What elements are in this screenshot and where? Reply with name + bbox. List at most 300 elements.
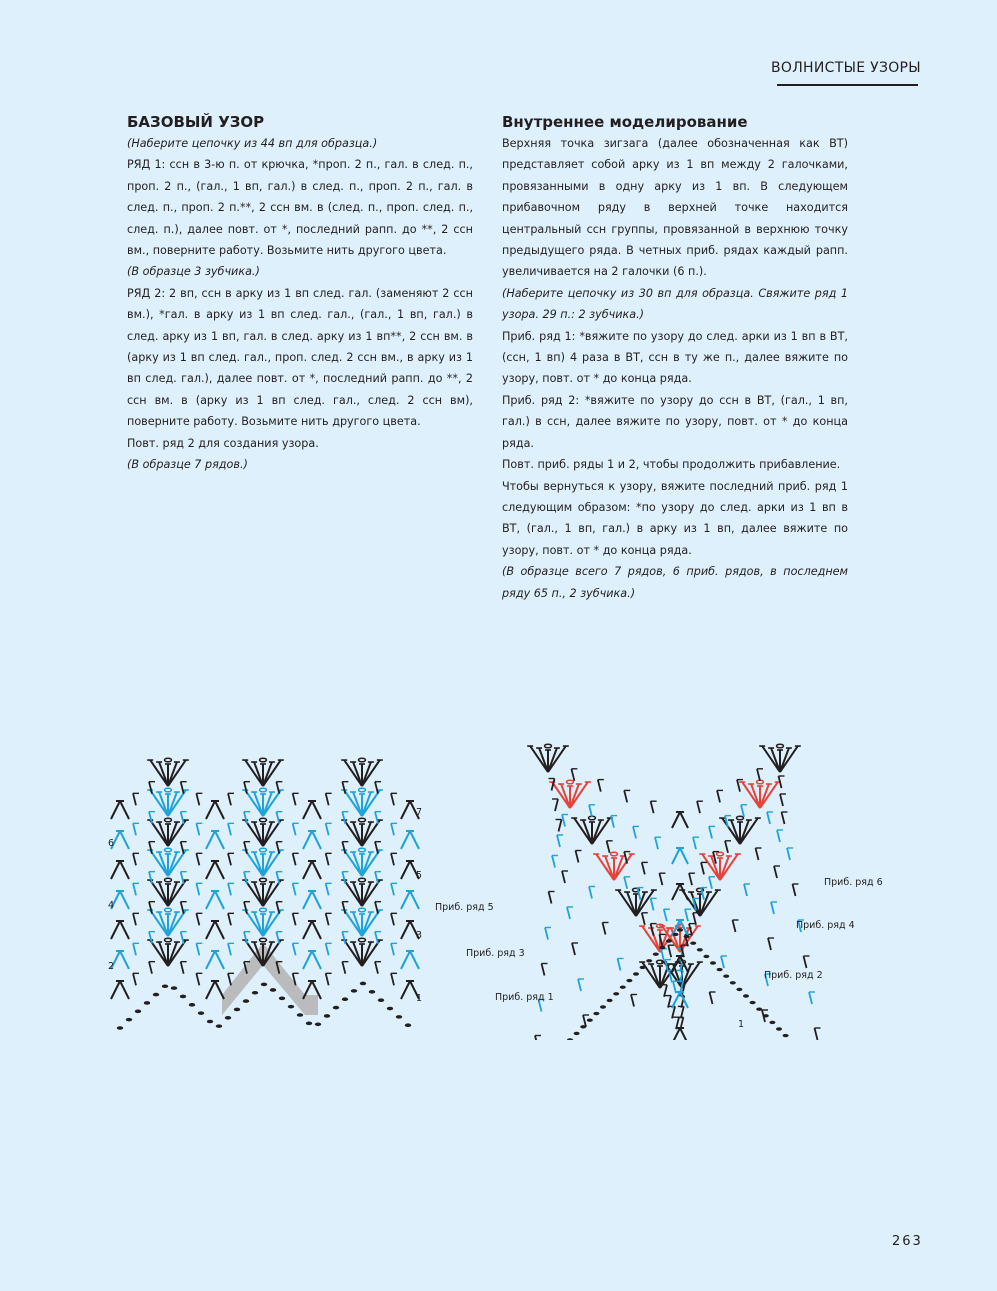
basic-pattern-heading: БАЗОВЫЙ УЗОР bbox=[127, 113, 265, 131]
stitch-line bbox=[774, 866, 777, 878]
instruction-paragraph: РЯД 1: ссн в 3-ю п. от крючка, *проп. 2 п., гал. в след. п., проп. 2 п., (гал., 1 вп, гал.) в след. п., проп. 2 п., гал. в след. п., проп. 2 п.**, 2 ссн вм. в (след. п., проп. след. п., след. п.), далее повт. от *, последний рапп. до **, 2 ссн вм., поверните работу. Возьмите нить другого цвета. bbox=[127, 158, 473, 258]
chain-stitch bbox=[165, 788, 172, 792]
stitch-line bbox=[312, 801, 321, 819]
stitch-line bbox=[181, 782, 184, 794]
stitch-line bbox=[672, 1028, 680, 1040]
stitch-line bbox=[391, 913, 394, 925]
stitch-line bbox=[181, 842, 184, 854]
chain-stitch bbox=[567, 780, 574, 784]
stitch-slope bbox=[542, 923, 609, 976]
stitch-decrease bbox=[303, 891, 321, 909]
chain-stitch bbox=[659, 946, 665, 949]
stitch-line bbox=[768, 938, 771, 950]
stitch-line bbox=[181, 962, 184, 974]
basic-pattern-column bbox=[127, 112, 473, 476]
chain-stitch bbox=[207, 1020, 213, 1024]
stitch-line bbox=[571, 769, 574, 781]
stitch-fan bbox=[739, 780, 781, 808]
chain-stitch bbox=[216, 1024, 222, 1028]
stitch-line bbox=[120, 831, 129, 849]
stitch-line bbox=[410, 951, 419, 969]
chain-stitch bbox=[750, 1001, 756, 1004]
stitch-slope bbox=[326, 872, 349, 896]
stitch-decrease bbox=[303, 801, 321, 819]
stitch-slope bbox=[228, 812, 250, 836]
stitch-fan bbox=[759, 744, 801, 772]
stitch-fan bbox=[615, 888, 657, 916]
stitch-line bbox=[206, 861, 215, 879]
stitch-slope bbox=[228, 782, 250, 806]
stitch-line bbox=[326, 793, 329, 805]
stitch-line bbox=[542, 964, 545, 976]
stitch-line bbox=[326, 823, 329, 835]
stitch-line bbox=[276, 812, 279, 824]
instruction-paragraph: Верхняя точка зигзага (далее обозначенная как ВТ) представляет собой арку из 1 вп между 2 галочками, провязанными в одну арку из 1 вп. В следующем прибавочном ряду в верхней точке находится центральный ссн группы, провязанной в верхнюю точку предыдущего ряда. В четных приб. рядах каждый рапп. увеличивается на 2 галочки (6 п.). bbox=[502, 137, 848, 279]
stitch-line bbox=[672, 848, 680, 864]
row-label: 1 bbox=[416, 993, 423, 1004]
stitch-slope bbox=[326, 962, 349, 986]
stitch-line bbox=[326, 883, 329, 895]
stitch-line bbox=[276, 902, 279, 914]
stitch-line bbox=[557, 835, 560, 847]
stitch-fan bbox=[549, 780, 591, 808]
stitch-line bbox=[618, 959, 621, 971]
stitch-line bbox=[375, 842, 378, 854]
row-label: 3 bbox=[416, 930, 423, 941]
stitch-decrease bbox=[672, 1028, 688, 1040]
stitch-line bbox=[375, 812, 378, 824]
stitch-line bbox=[642, 862, 645, 874]
chain-stitch bbox=[288, 1005, 294, 1009]
stitch-line bbox=[741, 805, 744, 817]
stitch-line bbox=[804, 956, 807, 968]
chain-stitch bbox=[763, 1014, 769, 1017]
stitch-line bbox=[215, 801, 224, 819]
stitch-line bbox=[293, 793, 296, 805]
stitch-line bbox=[756, 848, 759, 860]
stitch-decrease bbox=[111, 981, 129, 999]
chain-stitch bbox=[359, 878, 366, 882]
stitch-slope bbox=[228, 902, 250, 926]
stitch-line bbox=[111, 801, 120, 819]
stitch-line bbox=[697, 801, 700, 813]
stitch-decrease bbox=[206, 951, 224, 969]
stitch-line bbox=[562, 871, 565, 883]
stitch-line bbox=[391, 883, 394, 895]
stitch-line bbox=[391, 973, 394, 985]
stitch-line bbox=[668, 945, 671, 957]
stitch-line bbox=[375, 962, 378, 974]
stitch-decrease bbox=[303, 921, 321, 939]
stitch-line bbox=[181, 812, 184, 824]
stitch-line bbox=[589, 805, 592, 817]
stitch-slope bbox=[276, 872, 298, 896]
internal-shaping-instructions bbox=[502, 133, 848, 604]
stitch-line bbox=[181, 932, 184, 944]
stitch-line bbox=[120, 801, 129, 819]
stitch-slope bbox=[779, 776, 788, 824]
stitch-line bbox=[196, 793, 199, 805]
highlighted-repeat bbox=[222, 943, 318, 1015]
stitch-line bbox=[196, 883, 199, 895]
stitch-line bbox=[375, 782, 378, 794]
stitch-slope bbox=[767, 812, 793, 860]
row-label: 6 bbox=[108, 838, 115, 849]
stitch-slope bbox=[276, 842, 298, 866]
chain-stitch bbox=[144, 1001, 150, 1005]
chain-stitch bbox=[342, 997, 348, 1001]
increase-row-label: Приб. ряд 1 bbox=[495, 992, 554, 1003]
stitch-line bbox=[215, 981, 224, 999]
stitch-line bbox=[342, 812, 345, 824]
stitch-line bbox=[293, 853, 296, 865]
stitch-decrease bbox=[206, 891, 224, 909]
stitch-line bbox=[120, 981, 129, 999]
chain-stitch bbox=[359, 758, 366, 762]
stitch-line bbox=[196, 943, 199, 955]
stitch-line bbox=[303, 891, 312, 909]
stitch-line bbox=[196, 853, 199, 865]
stitch-line bbox=[133, 823, 136, 835]
chain-stitch bbox=[153, 993, 159, 997]
chain-stitch bbox=[165, 908, 172, 912]
chain-stitch bbox=[126, 1018, 132, 1022]
stitch-line bbox=[215, 921, 224, 939]
chain-stitch bbox=[260, 758, 267, 762]
stitch-line bbox=[793, 884, 796, 896]
chain-stitch bbox=[225, 1016, 231, 1020]
stitch-line bbox=[693, 837, 696, 849]
chain-stitch bbox=[260, 938, 267, 942]
stitch-line bbox=[133, 793, 136, 805]
stitch-line bbox=[303, 831, 312, 849]
stitch-line bbox=[401, 861, 410, 879]
stitch-slope bbox=[375, 932, 397, 956]
stitch-decrease bbox=[111, 861, 129, 879]
stitch-line bbox=[133, 913, 136, 925]
stitch-line bbox=[567, 907, 570, 919]
stitch-line bbox=[685, 909, 688, 921]
row-label: 7 bbox=[416, 807, 423, 818]
stitch-line bbox=[228, 793, 231, 805]
note-paragraph: (Наберите цепочку из 30 вп для образца. Свяжите ряд 1 узора. 29 п.: 2 зубчика.) bbox=[502, 286, 848, 322]
stitch-line bbox=[410, 831, 419, 849]
stitch-line bbox=[401, 891, 410, 909]
stitch-line bbox=[767, 812, 770, 824]
stitch-line bbox=[559, 820, 562, 832]
chain-stitch bbox=[315, 1022, 321, 1026]
chain-stitch bbox=[360, 982, 366, 986]
stitch-line bbox=[312, 921, 321, 939]
stitch-decrease bbox=[206, 981, 224, 999]
stitch-line bbox=[342, 782, 345, 794]
chain-stitch bbox=[198, 1011, 204, 1015]
note-paragraph: (В образце 7 рядов.) bbox=[127, 458, 248, 472]
chain-stitch bbox=[306, 1022, 312, 1026]
stitch-line bbox=[111, 861, 120, 879]
stitch-line bbox=[303, 801, 312, 819]
stitch-decrease bbox=[206, 831, 224, 849]
stitch-line bbox=[680, 812, 688, 828]
stitch-line bbox=[206, 921, 215, 939]
chain-stitch bbox=[646, 959, 652, 962]
stitch-line bbox=[303, 861, 312, 879]
stitch-line bbox=[342, 932, 345, 944]
stitch-line bbox=[787, 848, 790, 860]
stitch-slope bbox=[589, 805, 661, 849]
chain-stitch bbox=[359, 938, 366, 942]
stitch-slope bbox=[276, 902, 298, 926]
stitch-line bbox=[228, 943, 231, 955]
chain-stitch bbox=[117, 1026, 123, 1030]
chain-stitch bbox=[684, 935, 690, 938]
row-label: 2 bbox=[108, 961, 115, 972]
stitch-line bbox=[120, 921, 129, 939]
stitch-line bbox=[410, 891, 419, 909]
note-paragraph: (Наберите цепочку из 44 вп для образца.) bbox=[127, 137, 378, 150]
stitch-line bbox=[228, 823, 231, 835]
stitch-decrease bbox=[672, 992, 688, 1008]
stitch-line bbox=[228, 883, 231, 895]
stitch-decrease bbox=[401, 891, 419, 909]
stitch-slope bbox=[375, 812, 397, 836]
chain-stitch bbox=[730, 981, 736, 984]
stitch-line bbox=[206, 951, 215, 969]
stitch-line bbox=[391, 793, 394, 805]
stitch-line bbox=[312, 861, 321, 879]
stitch-line bbox=[680, 1028, 688, 1040]
chain-stitch bbox=[351, 989, 357, 993]
chain-stitch bbox=[189, 1003, 195, 1007]
stitch-decrease bbox=[303, 861, 321, 879]
stitch-line bbox=[572, 943, 575, 955]
stitch-line bbox=[633, 826, 636, 838]
note-paragraph: (В образце всего 7 рядов, 6 приб. рядов, в последнем ряду 65 п., 2 зубчика.) bbox=[502, 565, 848, 600]
chain-stitch bbox=[387, 1007, 393, 1011]
stitch-line bbox=[391, 943, 394, 955]
chain-stitch bbox=[717, 852, 724, 856]
increase-pattern-chart bbox=[430, 730, 900, 1040]
stitch-slope bbox=[539, 959, 624, 1012]
stitch-slope bbox=[181, 902, 203, 926]
page-number: 263 bbox=[892, 1234, 923, 1249]
instruction-paragraph: Приб. ряд 2: *вяжите по узору до ссн в ВТ, (гал., 1 вп, гал.) в ссн, далее вяжите по узору, повт. от * до конца ряда. bbox=[502, 393, 848, 450]
stitch-slope bbox=[133, 812, 155, 836]
chain-stitch bbox=[359, 908, 366, 912]
chain-stitch bbox=[710, 961, 716, 964]
stitch-line bbox=[133, 853, 136, 865]
stitch-decrease bbox=[401, 831, 419, 849]
stitch-line bbox=[624, 877, 627, 889]
stitch-line bbox=[312, 951, 321, 969]
stitch-slope bbox=[181, 842, 203, 866]
stitch-line bbox=[709, 877, 712, 889]
stitch-slope bbox=[181, 932, 203, 956]
stitch-slope bbox=[228, 932, 250, 956]
stitch-line bbox=[391, 853, 394, 865]
stitch-slope bbox=[375, 842, 397, 866]
stitch-decrease bbox=[111, 801, 129, 819]
stitch-line bbox=[689, 873, 692, 885]
stitch-line bbox=[710, 992, 713, 1004]
instruction-paragraph: РЯД 2: 2 вп, ссн в арку из 1 вп след. гал. (заменяют 2 ссн вм.), *гал. в арку из 1 вп след. гал., (гал., 1 вп, гал.) в след. арку из 1 вп, гал. в след. арку из 1 вп**, 2 ссн вм. в (арку из 1 вп след. гал., проп. след. 2 ссн вм., в арку из 1 вп след. гал.), далее повт. от *, последний рапп. до **, 2 ссн вм. в (арку из 1 вп след. гал., след. 2 ссн вм), поверните работу. Возьмите нить другого цвета. bbox=[127, 286, 473, 429]
stitch-line bbox=[780, 794, 783, 806]
stitch-line bbox=[228, 913, 231, 925]
row-label: 5 bbox=[416, 870, 423, 881]
stitch-line bbox=[673, 981, 676, 993]
chain-stitch bbox=[723, 975, 729, 978]
stitch-slope bbox=[181, 812, 203, 836]
stitch-line bbox=[312, 831, 321, 849]
chain-stitch bbox=[297, 1013, 303, 1017]
stitch-line bbox=[709, 826, 712, 838]
chain-stitch bbox=[279, 997, 285, 1001]
chain-stitch bbox=[717, 968, 723, 971]
foundation-chain bbox=[117, 982, 411, 1030]
chain-stitch bbox=[165, 818, 172, 822]
stitch-line bbox=[206, 891, 215, 909]
stitch-line bbox=[552, 856, 555, 868]
chain-stitch bbox=[234, 1008, 240, 1012]
stitch-line bbox=[120, 861, 129, 879]
chain-stitch bbox=[690, 942, 696, 945]
stitch-decrease bbox=[111, 921, 129, 939]
chain-stitch bbox=[260, 878, 267, 882]
chain-stitch bbox=[626, 979, 632, 982]
stitch-decrease bbox=[303, 831, 321, 849]
stitch-line bbox=[401, 981, 410, 999]
chain-stitch bbox=[743, 994, 749, 997]
stitch-line bbox=[276, 872, 279, 884]
chain-stitch bbox=[261, 983, 267, 987]
stitch-line bbox=[631, 995, 634, 1007]
chain-stitch bbox=[769, 1021, 775, 1024]
stitch-line bbox=[375, 932, 378, 944]
stitch-line bbox=[228, 853, 231, 865]
stitch-slope bbox=[228, 842, 250, 866]
stitch-line bbox=[401, 801, 410, 819]
stitch-slope bbox=[276, 812, 298, 836]
stitch-line bbox=[342, 872, 345, 884]
stitch-decrease bbox=[672, 848, 688, 864]
stitch-line bbox=[133, 943, 136, 955]
chain-stitch bbox=[162, 984, 168, 988]
chain-stitch bbox=[260, 788, 267, 792]
stitch-decrease bbox=[206, 921, 224, 939]
stitch-line bbox=[562, 815, 565, 827]
stitch-decrease bbox=[672, 884, 688, 900]
chain-stitch bbox=[165, 938, 172, 942]
stitch-slope bbox=[133, 842, 155, 866]
stitch-line bbox=[757, 769, 760, 781]
stitch-line bbox=[111, 981, 120, 999]
chain-stitch bbox=[620, 986, 626, 989]
stitch-line bbox=[651, 801, 654, 813]
section-title-rule bbox=[777, 84, 918, 86]
stitch-line bbox=[276, 842, 279, 854]
stitch-line bbox=[661, 949, 664, 961]
stitch-slope bbox=[375, 872, 397, 896]
chain-stitch bbox=[640, 966, 646, 969]
chain-stitch bbox=[405, 1023, 411, 1027]
internal-shaping-column bbox=[502, 112, 848, 604]
stitch-slope bbox=[181, 872, 203, 896]
increase-row-label: Приб. ряд 3 bbox=[466, 948, 525, 959]
stitch-fan bbox=[593, 852, 635, 880]
chain-stitch bbox=[756, 1008, 762, 1011]
stitch-line bbox=[725, 841, 728, 853]
internal-shaping-heading: Внутреннее моделирование bbox=[502, 113, 748, 131]
stitch-line bbox=[598, 780, 601, 792]
stitch-fan bbox=[571, 816, 613, 844]
stitch-line bbox=[312, 891, 321, 909]
stitch-slope bbox=[375, 962, 397, 986]
chain-stitch bbox=[633, 972, 639, 975]
stitch-slope bbox=[571, 769, 656, 813]
stitch-line bbox=[215, 951, 224, 969]
stitch-line bbox=[303, 921, 312, 939]
stitch-slope bbox=[133, 782, 155, 806]
chain-stitch bbox=[324, 1014, 330, 1018]
stitch-slope bbox=[375, 902, 397, 926]
stitch-slope bbox=[326, 842, 349, 866]
chain-stitch bbox=[165, 878, 172, 882]
chain-stitch bbox=[593, 1012, 599, 1015]
chain-stitch bbox=[270, 988, 276, 992]
stitch-slope bbox=[756, 848, 799, 896]
chain-stitch bbox=[600, 1005, 606, 1008]
chain-stitch bbox=[243, 999, 249, 1003]
stitch-line bbox=[120, 891, 129, 909]
stitch-line bbox=[293, 883, 296, 895]
row-label: 4 bbox=[108, 900, 115, 911]
stitch-line bbox=[733, 920, 736, 932]
section-title: ВОЛНИСТЫЕ УЗОРЫ bbox=[771, 60, 921, 76]
stitch-line bbox=[721, 956, 724, 968]
stitch-slope bbox=[326, 902, 349, 926]
stitch-line bbox=[603, 923, 606, 935]
stitch-line bbox=[576, 851, 579, 863]
stitch-line bbox=[276, 782, 279, 794]
stitch-line bbox=[196, 823, 199, 835]
chain-stitch bbox=[333, 1006, 339, 1010]
stitch-line bbox=[215, 831, 224, 849]
chain-stitch bbox=[359, 818, 366, 822]
chain-stitch bbox=[396, 1015, 402, 1019]
instruction-paragraph: Повт. ряд 2 для создания узора. bbox=[127, 436, 319, 450]
stitch-line bbox=[642, 913, 645, 925]
stitch-line bbox=[342, 902, 345, 914]
stitch-line bbox=[624, 790, 627, 802]
stitch-line bbox=[771, 902, 774, 914]
stitch-line bbox=[782, 812, 785, 824]
stitch-slope bbox=[133, 932, 155, 956]
stitch-line bbox=[815, 1028, 818, 1040]
chain-stitch bbox=[613, 992, 619, 995]
stitch-decrease bbox=[303, 951, 321, 969]
instruction-paragraph: Приб. ряд 1: *вяжите по узору до след. арки из 1 вп в ВТ, (ссн, 1 вп) 4 раза в ВТ, ссн в ту же п., далее вяжите по узору, повт. от * до конца ряда. bbox=[502, 329, 848, 386]
stitch-slope bbox=[545, 887, 595, 940]
stitch-slope bbox=[181, 782, 203, 806]
stitch-line bbox=[133, 973, 136, 985]
chain-stitch bbox=[260, 848, 267, 852]
stitch-line bbox=[680, 848, 688, 864]
stitch-line bbox=[326, 943, 329, 955]
chain-stitch bbox=[567, 1038, 573, 1040]
chain-stitch bbox=[677, 928, 683, 931]
stitch-line bbox=[672, 884, 680, 900]
stitch-line bbox=[120, 951, 129, 969]
